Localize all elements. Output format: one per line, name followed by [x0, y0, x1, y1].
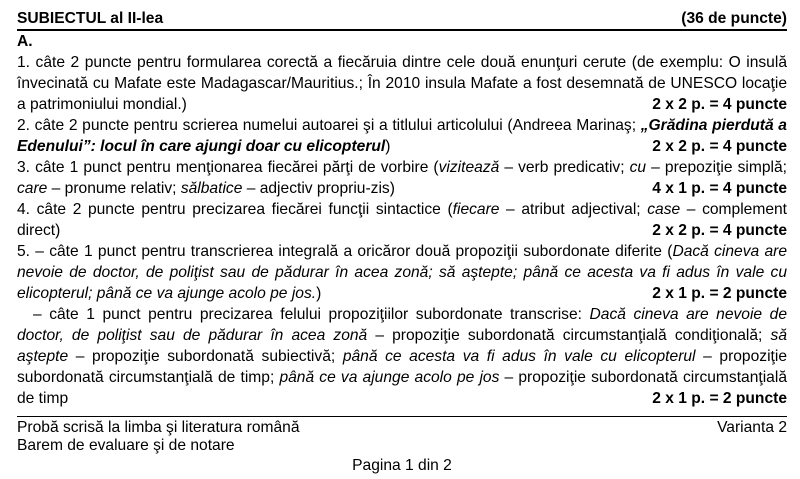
rubric-items: [17, 52, 787, 409]
subject-points-total: (36 de puncte): [681, 10, 787, 27]
page-footer: [17, 416, 787, 475]
rubric-item-1-text: 1. câte 2 puncte pentru formularea corectă a fiecăruia dintre cele două enunţuri cerute (de exemplu: O insulă învecinată cu Mafate este Madagascar/Mauritius.; În 2010 insula Mafate a fost desemnată de UNESCO locaţie a patrimoniului mondial.): [17, 54, 787, 113]
section-label: A.: [17, 33, 33, 50]
rubric-item-5-score: 2 x 1 p. = 2 puncte: [652, 285, 787, 302]
footer-exam-name: Probă scrisă la limba şi literatura română: [17, 419, 300, 436]
rubric-item-5b: [17, 304, 787, 409]
footer-barem-label: Barem de evaluare şi de notare: [17, 436, 235, 454]
footer-variant: Varianta 2: [717, 419, 787, 436]
rubric-item-4-text: 4. câte 2 puncte pentru precizarea fiecărei funcţii sintactice (fiecare – atribut adjectival; case – complement direct): [17, 201, 788, 239]
rubric-item-1: [17, 52, 787, 115]
rubric-item-5-text: 5. – câte 1 punct pentru transcrierea integrală a oricăror două propoziţii subordonate diferite (Dacă cineva are nevoie de doctor, de poliţist sau de pădurar în acea zonă; să aştepte; până ce acesta va fi adus în vale cu elicopterul; până ce va ajunge acolo pe jos.): [17, 243, 787, 302]
rubric-item-3-score: 4 x 1 p. = 4 puncte: [652, 180, 787, 197]
footer-row-1: [17, 419, 787, 437]
rubric-item-2: [17, 115, 787, 157]
document-header: [17, 8, 787, 31]
rubric-item-5: [17, 241, 787, 304]
footer-page-number: Pagina 1 din 2: [352, 457, 452, 474]
rubric-item-2-text: 2. câte 2 puncte pentru scrierea numelui autoarei şi a titlului articolului (Andreea Marinaş; „Grădina pierdută a Edenului”: locul în care ajungi doar cu elicopterul): [17, 117, 787, 155]
rubric-item-5b-text: – câte 1 punct pentru precizarea felului propoziţiilor subordonate transcrise: Dacă cineva are nevoie de doctor, de poliţist sau de pădurar în acea zonă – propoziţie subordonată circumstanţială condiţională; să aştepte – propoziţie subordonată subiectivă; până ce acesta va fi adus în vale cu elicopterul – propoziţie subordonată circumstanţială de timp; până ce va ajunge acolo pe jos – propoziţie subordonată circumstanţială de timp: [17, 306, 788, 407]
rubric-item-4: [17, 199, 787, 241]
footer-row-2: [17, 437, 787, 455]
rubric-item-2-score: 2 x 2 p. = 4 puncte: [652, 138, 787, 155]
rubric-item-1-score: 2 x 2 p. = 4 puncte: [652, 96, 787, 113]
rubric-item-4-score: 2 x 2 p. = 4 puncte: [652, 222, 787, 239]
rubric-item-5b-score: 2 x 1 p. = 2 puncte: [652, 390, 787, 407]
rubric-item-3-text: 3. câte 1 punct pentru menţionarea fiecărei părţi de vorbire (vizitează – verb predicativ; cu – prepoziţie simplă; care – pronume relativ; sălbatice – adjectiv propriu-zis): [17, 159, 787, 197]
subject-title: SUBIECTUL al II-lea: [17, 10, 164, 27]
rubric-item-3: [17, 157, 787, 199]
